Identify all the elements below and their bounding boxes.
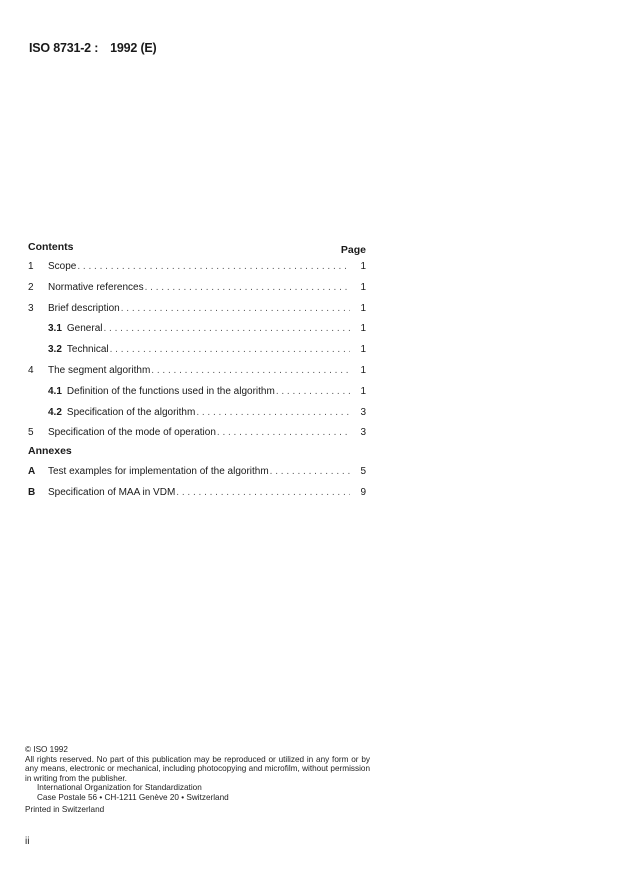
copyright-line: © ISO 1992: [25, 745, 68, 754]
dot-leader: [110, 344, 350, 355]
entry-title: Brief description: [48, 302, 120, 314]
entry-page: 1: [360, 344, 366, 356]
entry-title: Scope: [48, 261, 77, 272]
organization-name: International Organization for Standardization: [37, 783, 202, 792]
edition-label: 1992 (E): [110, 41, 157, 55]
entry-number: 5: [28, 427, 34, 439]
entry-title: Specification of the algorithm: [66, 406, 196, 418]
contents-heading-row: [28, 241, 366, 261]
entry-page: 1: [360, 281, 366, 293]
annex-letter: A: [28, 466, 36, 478]
entry-page: 3: [360, 427, 366, 439]
entry-number: 1: [28, 261, 34, 272]
annex-letter: B: [28, 486, 36, 498]
entry-page: 1: [360, 323, 366, 335]
entry-title: Technical: [66, 344, 109, 356]
entry-number: 3.2: [48, 344, 62, 356]
dot-leader: [176, 487, 350, 498]
toc-entry[interactable]: [28, 365, 366, 386]
entry-page: 1: [360, 261, 366, 272]
page-folio: ii: [25, 836, 30, 847]
entry-title: Definition of the functions used in the algorithm: [66, 385, 275, 397]
dot-leader: [270, 466, 350, 477]
table-of-contents: [28, 241, 366, 508]
toc-annex-entry[interactable]: [28, 487, 366, 508]
dot-leader: [151, 365, 350, 376]
dot-leader: [103, 323, 350, 334]
annex-title: Test examples for implementation of the algorithm: [48, 466, 269, 478]
entry-number: 4.1: [48, 385, 62, 397]
entry-number: 3.1: [48, 323, 62, 335]
contents-title: Contents: [28, 241, 74, 253]
rights-statement: All rights reserved. No part of this publication may be reproduced or utilized in any form or by any means, electronic or mechanical, including photocopying and microfilm, without permission in writing from the publisher.: [25, 754, 370, 783]
annex-title: Specification of MAA in VDM: [48, 486, 176, 498]
toc-subentry[interactable]: [28, 386, 366, 407]
annexes-heading: Annexes: [28, 445, 72, 458]
entry-number: 2: [28, 281, 34, 293]
entry-number: 4: [28, 364, 34, 376]
annex-page: 9: [360, 486, 366, 498]
toc-annex-entry[interactable]: [28, 466, 366, 487]
toc-subentry[interactable]: [28, 323, 366, 344]
toc-subentry[interactable]: [28, 407, 366, 428]
dot-leader: [217, 427, 350, 438]
toc-entry[interactable]: [28, 261, 366, 282]
copyright-block: [25, 745, 370, 815]
entry-page: 1: [360, 302, 366, 314]
toc-entry[interactable]: [28, 303, 366, 324]
entry-page: 3: [360, 406, 366, 418]
annex-page: 5: [360, 466, 366, 478]
entry-title: The segment algorithm: [48, 364, 151, 376]
dot-leader: [196, 407, 350, 418]
entry-title: Normative references: [48, 281, 144, 293]
dot-leader: [145, 282, 350, 293]
entry-number: 3: [28, 302, 34, 314]
page-column-label: Page: [340, 244, 366, 256]
dot-leader: [276, 386, 350, 397]
entry-number: 4.2: [48, 406, 62, 418]
dot-leader: [121, 303, 350, 314]
toc-entry[interactable]: [28, 282, 366, 303]
printed-in: Printed in Switzerland: [25, 805, 105, 814]
entry-page: 1: [360, 385, 366, 397]
toc-subentry[interactable]: [28, 344, 366, 365]
entry-title: General: [66, 323, 103, 335]
dot-leader: [77, 261, 350, 272]
entry-page: 1: [360, 364, 366, 376]
entry-title: Specification of the mode of operation: [48, 427, 216, 439]
document-header: [29, 41, 157, 55]
standard-number: ISO 8731-2 :: [29, 41, 99, 55]
organization-address: Case Postale 56 • CH-1211 Genève 20 • Switzerland: [37, 792, 229, 802]
